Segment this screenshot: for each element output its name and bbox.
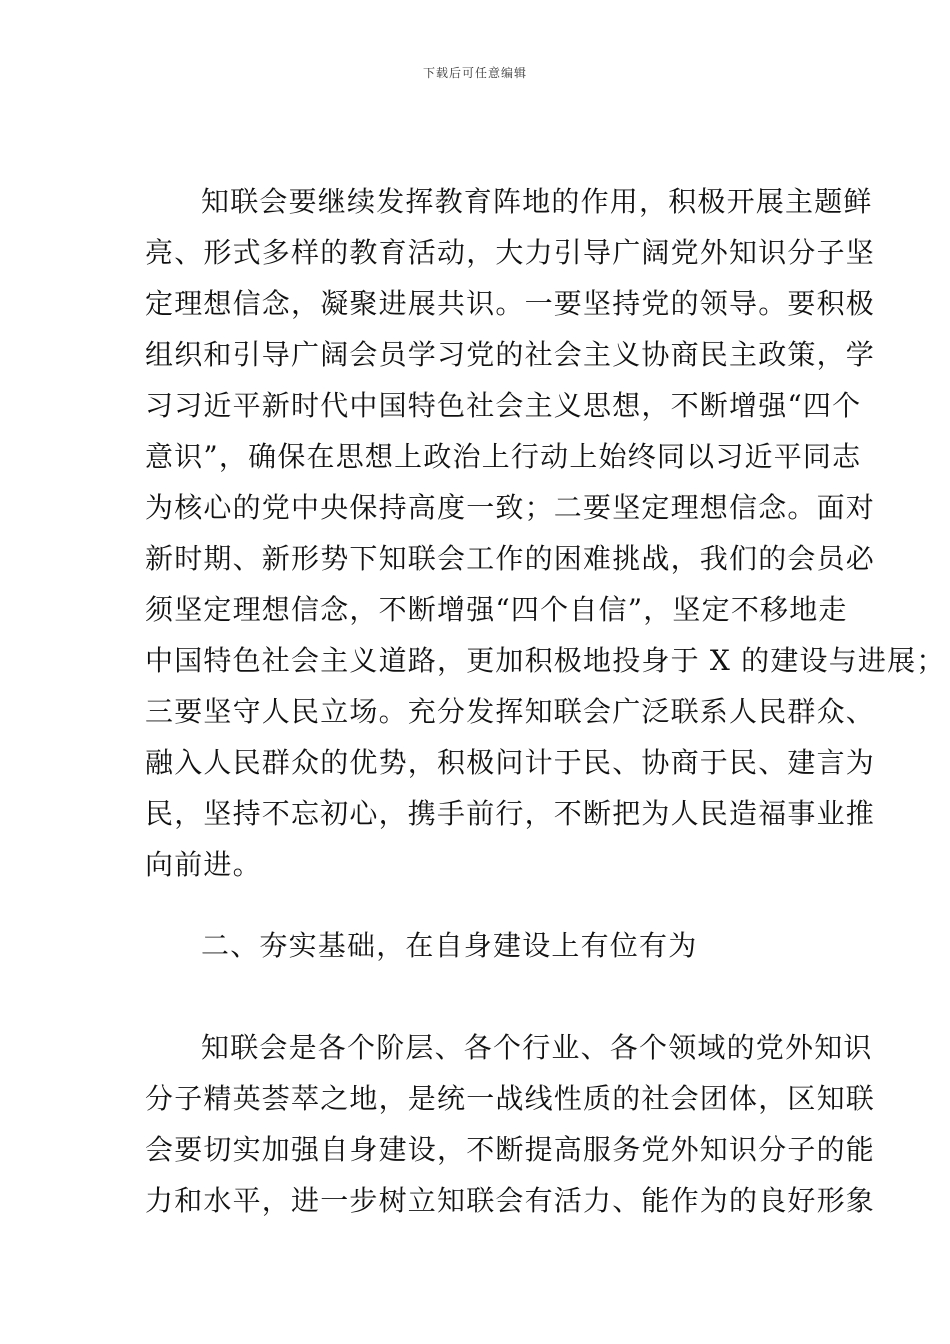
section-heading (145, 920, 815, 971)
paragraph-line: 融入人民群众的优势，积极问计于民、协商于民、建言为 (145, 746, 876, 779)
paragraph-line: 为核心的党中央保持高度一致；二要坚定理想信念。面对 (145, 491, 876, 524)
paragraph-line: 分子精英荟萃之地，是统一战线性质的社会团体，区知联 (145, 1082, 876, 1115)
paragraph-line: 向前进。 (145, 848, 262, 881)
paragraph-line: 新时期、新形势下知联会工作的困难挑战，我们的会员必 (145, 542, 876, 575)
paragraph-self-building (145, 1022, 876, 1226)
paragraph-line: 意识”，确保在思想上政治上行动上始终同以习近平同志 (145, 440, 862, 473)
section-heading-text: 二、夯实基础，在自身建设上有位有为 (201, 929, 698, 962)
page-header-note: 下载后可任意编辑 (422, 66, 527, 80)
paragraph-line: 中国特色社会主义道路，更加积极地投身于 X 的建设与进展； (145, 644, 946, 677)
paragraph-line: 知联会是各个阶层、各个行业、各个领域的党外知识 (201, 1031, 873, 1064)
paragraph-line: 民，坚持不忘初心，携手前行，不断把为人民造福事业推 (145, 797, 876, 830)
paragraph-line: 习习近平新时代中国特色社会主义思想，不断增强“四个 (145, 389, 862, 422)
paragraph-line: 组织和引导广阔会员学习党的社会主义协商民主政策，学 (145, 338, 876, 371)
paragraph-line: 定理想信念，凝聚进展共识。一要坚持党的领导。要积极 (145, 287, 876, 320)
paragraph-line: 亮、形式多样的教育活动，大力引导广阔党外知识分子坚 (145, 236, 876, 269)
paragraph-education-role (145, 176, 946, 890)
paragraph-line: 三要坚守人民立场。充分发挥知联会广泛联系人民群众、 (145, 695, 876, 728)
paragraph-line: 须坚定理想信念，不断增强“四个自信”，坚定不移地走 (145, 593, 848, 626)
paragraph-line: 会要切实加强自身建设，不断提高服务党外知识分子的能 (145, 1133, 876, 1166)
paragraph-line: 知联会要继续发挥教育阵地的作用，积极开展主题鲜 (201, 185, 873, 218)
paragraph-line: 力和水平，进一步树立知联会有活力、能作为的良好形象 (145, 1184, 876, 1217)
